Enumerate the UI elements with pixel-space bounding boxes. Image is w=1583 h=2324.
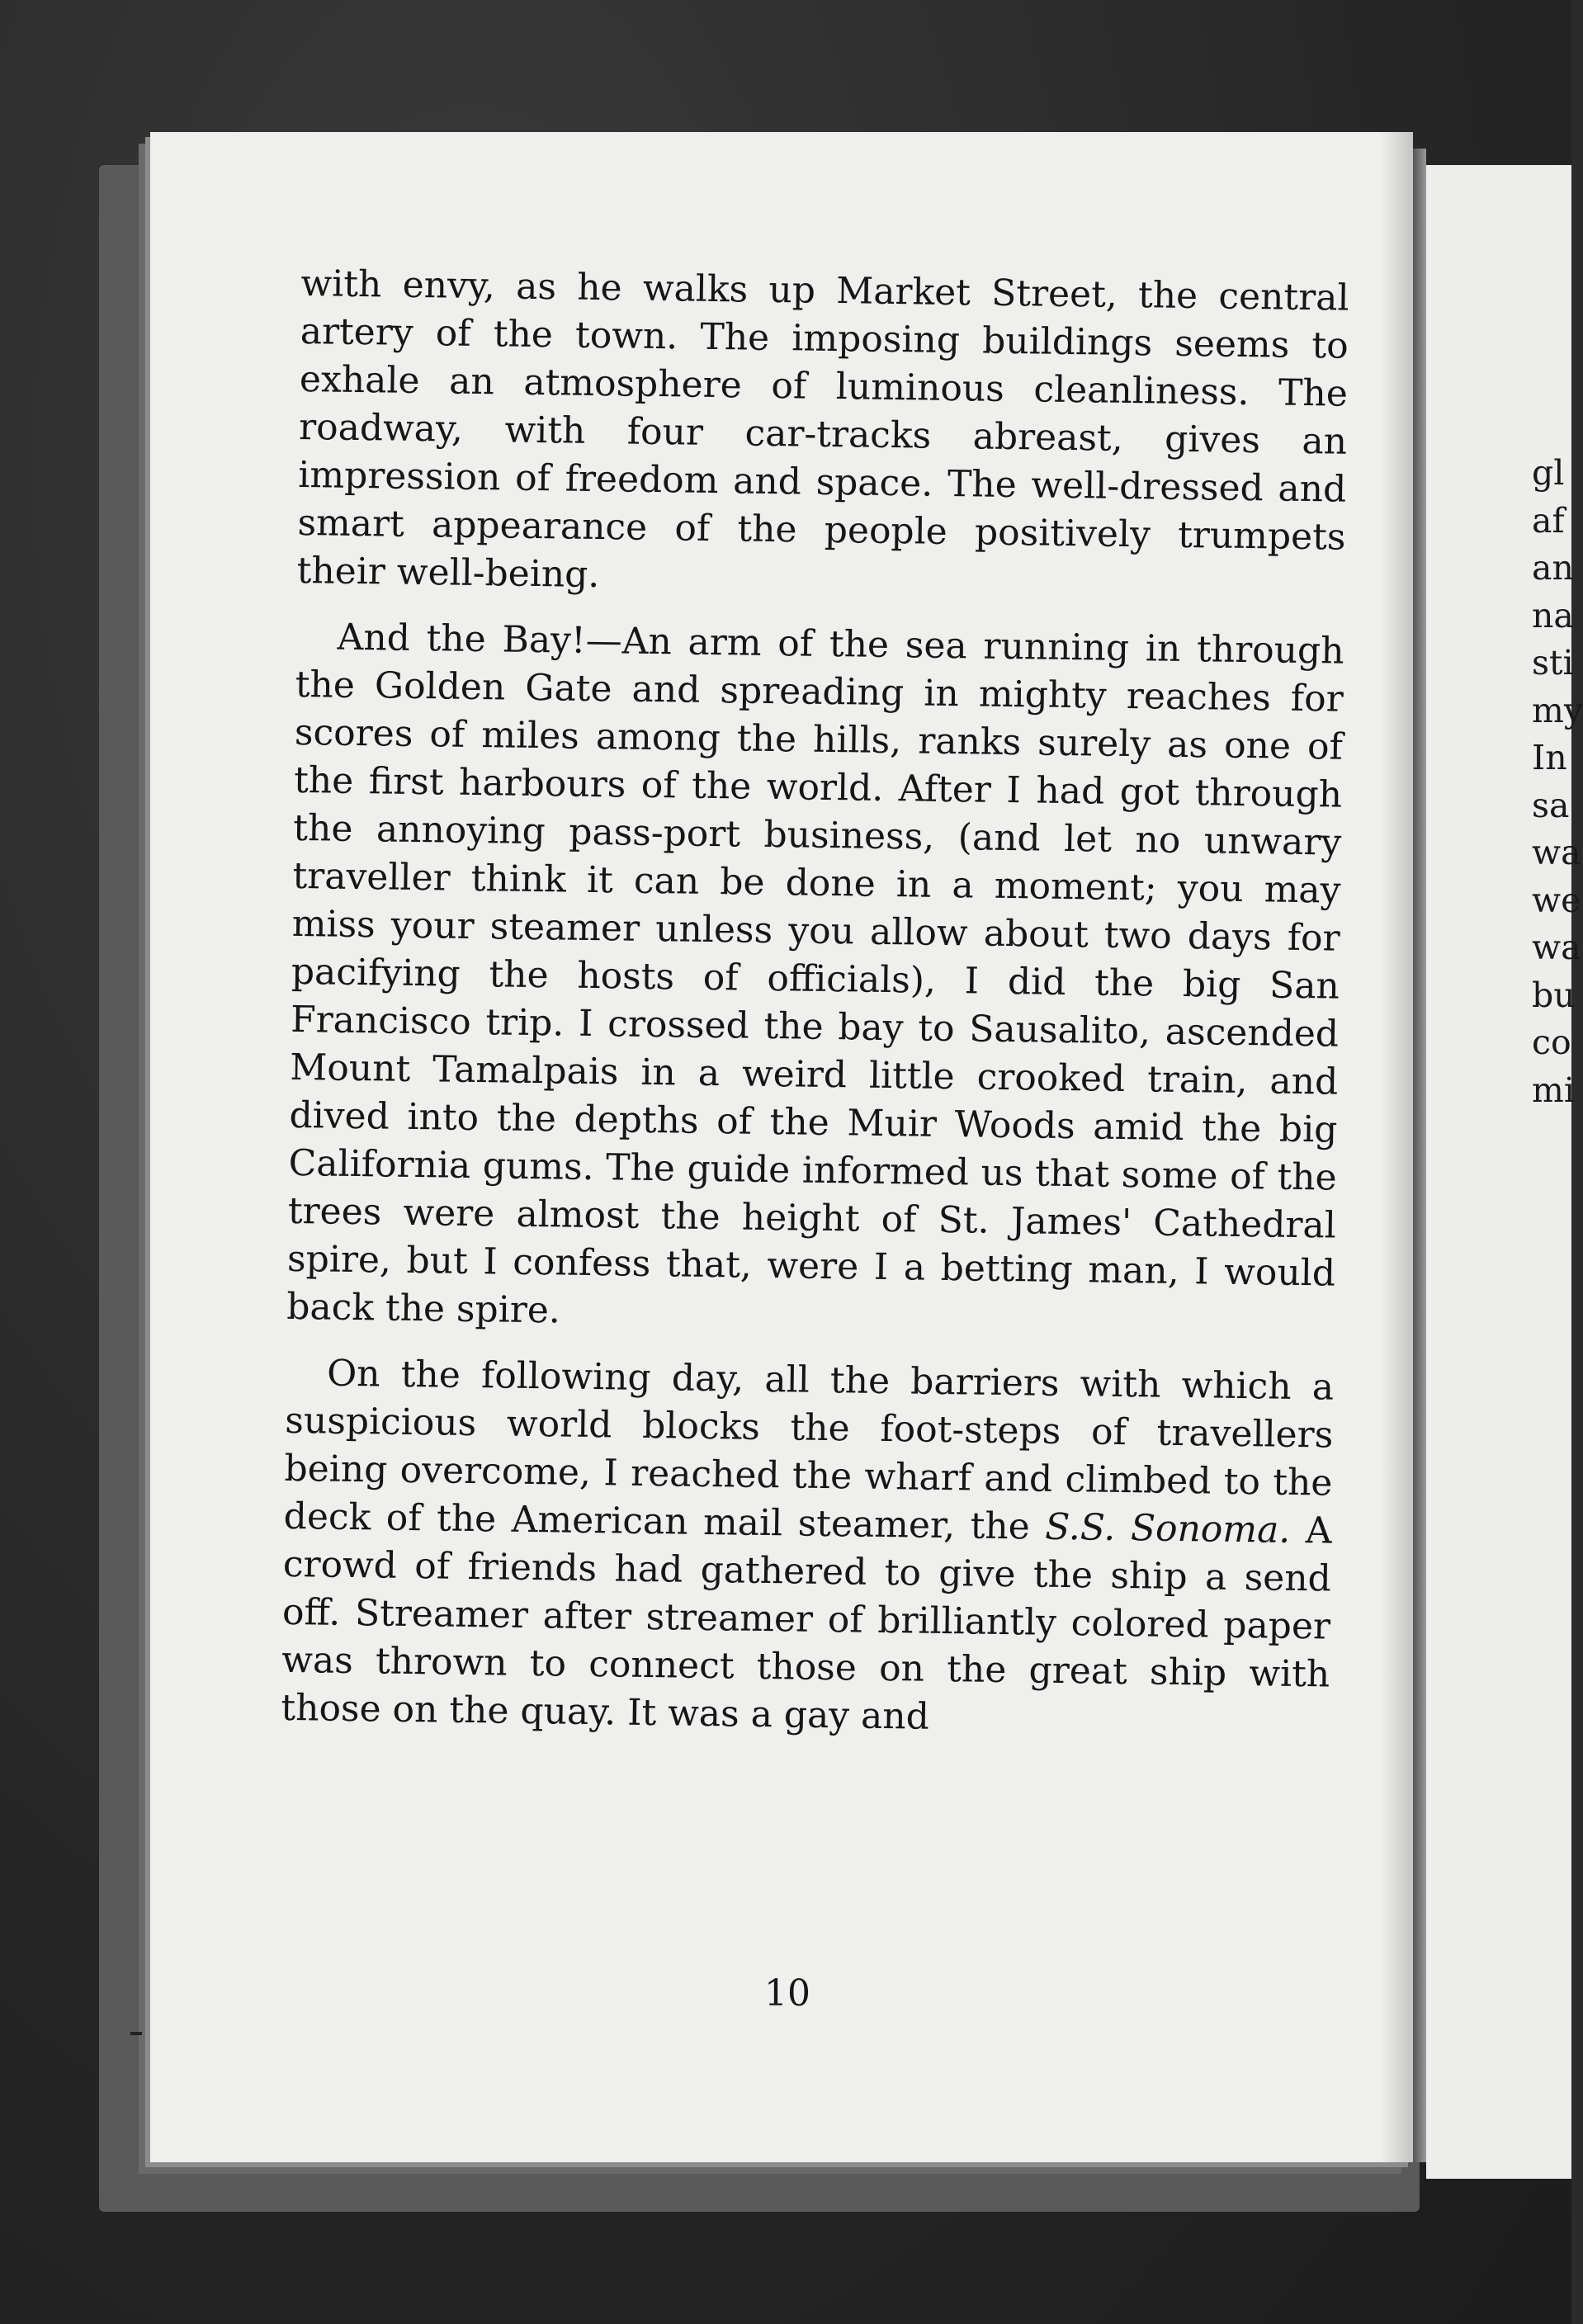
ship-name-text: S.S. Sonoma. [1044,1505,1291,1552]
facing-page-fragment: In [1532,738,1567,777]
paragraph [286,613,1344,1346]
facing-page-text-fragments [1532,450,1583,1114]
right-page [1426,165,1583,2179]
paragraph-text: On the following day, all the barriers with which a suspicious world blocks the foot-steps of travellers being overcome, I reached the wharf and climbed to the deck of the American mail steamer, the [283,1352,1335,1548]
facing-page-fragment: wa [1532,833,1581,872]
facing-page-fragment: we [1532,880,1581,920]
book-gutter [1413,149,1426,2162]
paragraph-text: with envy, as he walks up Market Street, the central artery of the town. The imposing buildings seems to exhale an atmosphere of luminous cleanliness. The roadway, with four car-tracks abreast, gives an impression of freedom and space. The well-dressed and smart appearance of the people positively trumpets their well-being. [296,262,1349,597]
facing-page-fragment: gl [1532,453,1565,493]
page-body-text [281,260,1349,1765]
scan-dust-mark [130,2032,142,2035]
facing-page-fragment: na [1532,595,1574,635]
paragraph [296,260,1349,610]
facing-page-fragment: mi [1532,1070,1575,1110]
page-number [0,1972,1571,2015]
facing-page-fragment: an [1532,548,1574,588]
facing-page-fragment: sa [1532,785,1570,825]
facing-page-fragment: af [1532,500,1565,541]
facing-page-fragment: my [1532,690,1583,730]
paragraph-text: And the Bay!—An arm of the sea running in through the Golden Gate and spreading in mighty reaches for scores of miles among the hills, ranks surely as one of the first harbours of the world. After I had got through the annoying pass-port business, (and let no unwary traveller think it can be done in a moment; you may miss your steamer unless you allow about two days for pacifying the hosts of officials), I did the big San Francisco trip. I crossed the bay to Sausalito, ascended Mount Tamalpais in a weird little crooked train, and dived into the depths of the Muir Woods amid the big California gums. The guide informed us that some of the trees were almost the height of St. James' Cathedral spire, but I confess that, were I a betting man, I would back the spire. [286,616,1344,1332]
facing-page-fragment: co [1532,1023,1571,1062]
facing-page-fragment: sti [1532,643,1574,683]
facing-page-fragment: bu [1532,975,1576,1015]
page-number-label: 10 [764,1972,810,2015]
paragraph-text: A crowd of friends had gathered to give the ship a send off. Streamer after streamer of brilliantly colored paper was thrown to connect those on the great ship with those on the quay. It was a gay and [281,1509,1332,1738]
paragraph [281,1349,1334,1747]
facing-page-fragment: wa [1532,928,1581,967]
